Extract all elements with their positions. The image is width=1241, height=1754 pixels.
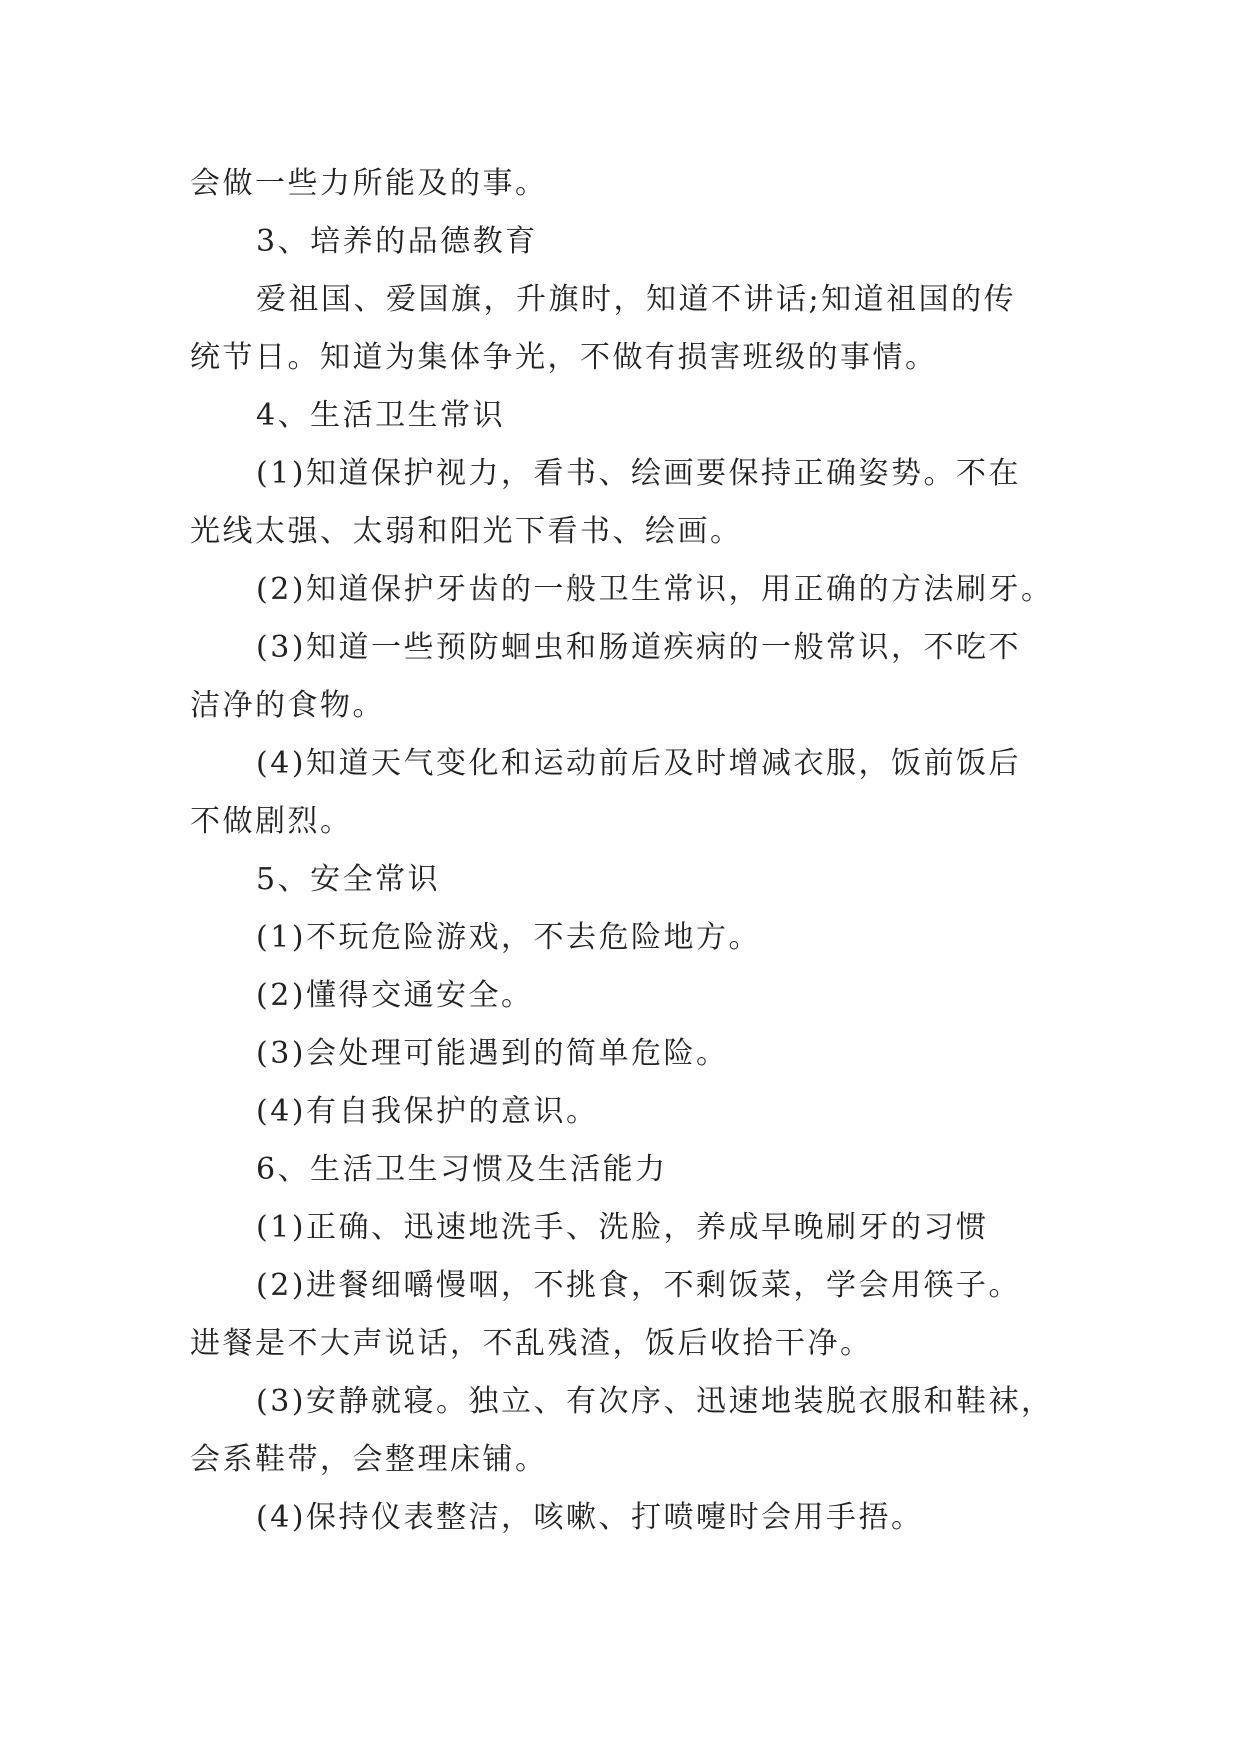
text-line: (1)不玩危险游戏，不去危险地方。 [256, 920, 761, 955]
text-line: (4)知道天气变化和运动前后及时增减衣服，饭前饭后 [256, 746, 1021, 781]
text-line: 4、生活卫生常识 [256, 398, 506, 433]
text-line: 5、安全常识 [256, 862, 441, 897]
text-line: 洁净的食物。 [190, 688, 385, 723]
document-body [190, 155, 1070, 1547]
text-line: 光线太强、太弱和阳光下看书、绘画。 [190, 514, 743, 549]
text-line: (3)知道一些预防蛔虫和肠道疾病的一般常识，不吃不 [256, 630, 1021, 665]
text-line: (1)正确、迅速地洗手、洗脸，养成早晚刷牙的习惯 [256, 1210, 989, 1245]
text-line: (2)知道保护牙齿的一般卫生常识，用正确的方法刷牙。 [256, 572, 1054, 607]
text-line: (2)进餐细嚼慢咽，不挑食，不剩饭菜，学会用筷子。 [256, 1268, 1021, 1303]
text-line: (4)保持仪表整洁，咳嗽、打喷嚏时会用手捂。 [256, 1500, 924, 1535]
text-line: (1)知道保护视力，看书、绘画要保持正确姿势。不在 [256, 456, 1021, 491]
text-line: 会系鞋带，会整理床铺。 [190, 1442, 548, 1477]
text-line: 爱祖国、爱国旗，升旗时，知道不讲话;知道祖国的传 [256, 282, 1017, 317]
text-line: 3、培养的品德教育 [256, 224, 538, 259]
text-line: 6、生活卫生习惯及生活能力 [256, 1152, 668, 1187]
text-line: 不做剧烈。 [190, 804, 353, 839]
text-line: (3)会处理可能遇到的简单危险。 [256, 1036, 729, 1071]
text-line: 会做一些力所能及的事。 [190, 166, 548, 201]
text-line: 统节日。知道为集体争光，不做有损害班级的事情。 [190, 340, 938, 375]
text-line: (3)安静就寝。独立、有次序、迅速地装脱衣服和鞋袜， [256, 1384, 1054, 1419]
text-line: (2)懂得交通安全。 [256, 978, 534, 1013]
text-line: 进餐是不大声说话，不乱残渣，饭后收拾干净。 [190, 1326, 873, 1361]
text-line: (4)有自我保护的意识。 [256, 1094, 599, 1129]
